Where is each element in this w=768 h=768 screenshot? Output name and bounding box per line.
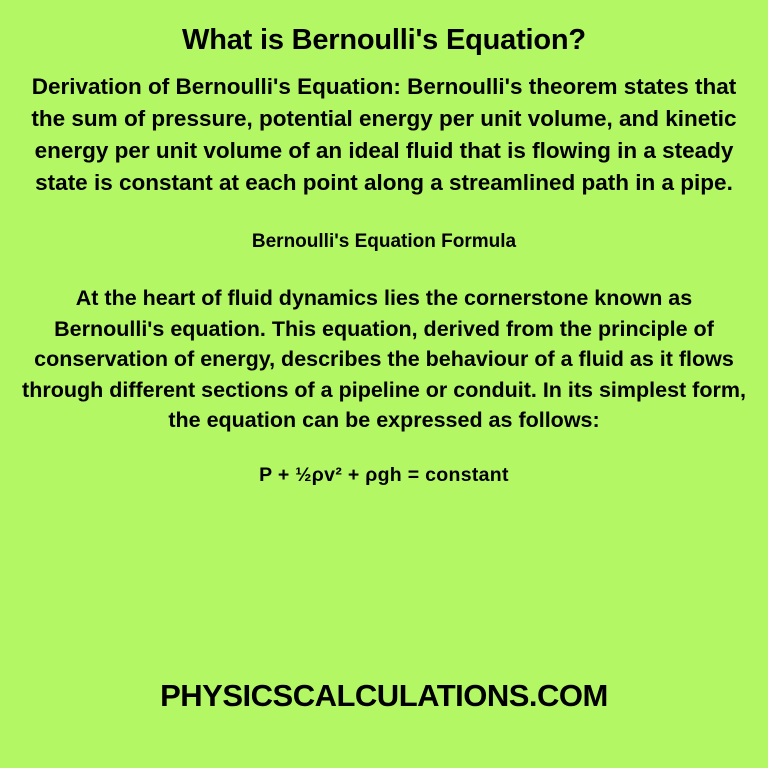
body-paragraph: At the heart of fluid dynamics lies the cornerstone known as Bernoulli's equation. This equation, derived from the principle of conservation of energy, describes the behaviour of a fluid as it flows through different sections of a pipeline or conduit. In its simplest form, the equation can be expressed as follows:: [22, 286, 746, 433]
section-subheading: Bernoulli's Equation Formula: [251, 231, 517, 253]
site-watermark: PHYSICSCALCULATIONS.COM: [160, 678, 608, 713]
intro-paragraph: Derivation of Bernoulli's Equation: Bernoulli's theorem states that the sum of pressure, potential energy per unit volume, and kinetic energy per unit volume of an ideal fluid that is flowing in a steady state is constant at each point along a streamlined path in a pipe.: [31, 74, 737, 196]
page-title: What is Bernoulli's Equation?: [182, 24, 586, 56]
bernoulli-equation-formula: P + ½ρv² + ρgh = constant: [259, 463, 509, 486]
